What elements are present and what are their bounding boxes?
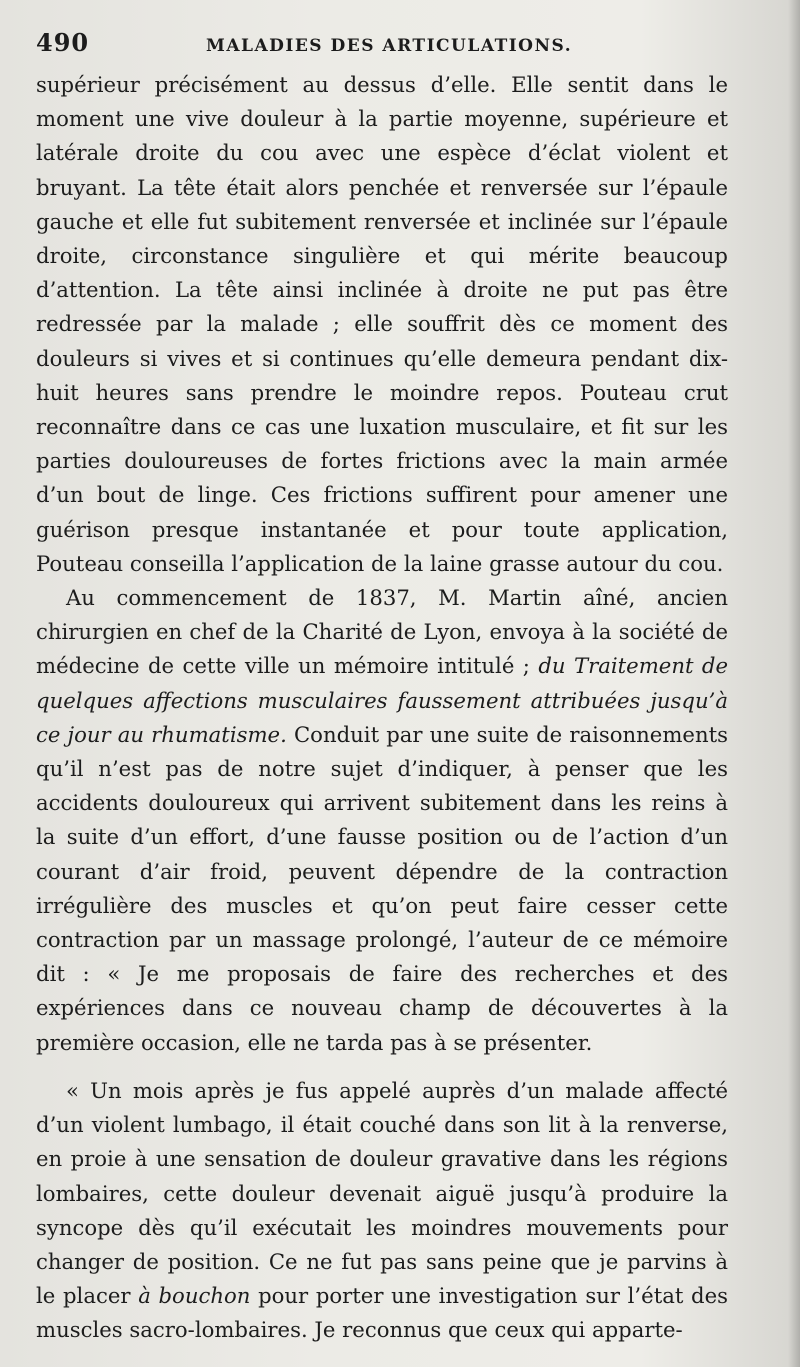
body-text (36, 68, 728, 1348)
paragraph-quote (36, 1074, 728, 1348)
memoir-title: du Traitement de quelques affections musculaires faussement attribuées jusqu’à ce jour au rhumatisme. (36, 653, 728, 747)
paragraph-text: supérieur précisément au dessus d’elle. Elle sentit dans le moment une vive douleur à la partie moyenne, supérieure et latérale droite du cou avec une espèce d’éclat violent et bruyant. La tête était alors penchée et renversée sur l’épaule gauche et elle fut subitement renversée et inclinée sur l’épaule droite, circonstance singulière et qui mérite beaucoup d’attention. La tête ainsi inclinée à droite ne put pas être redressée par la malade ; elle souffrit dès ce moment des douleurs si vives et si continues qu’elle demeura pendant dix-huit heures sans prendre le moindre repos. Pouteau crut reconnaître dans ce cas une luxation musculaire, et fit sur les parties douloureuses de fortes frictions avec la main armée d’un bout de linge. Ces frictions suffirent pour amener une guérison presque instantanée et pour toute application, Pouteau conseilla l’application de la laine grasse autour du cou. (36, 72, 728, 576)
paragraph-continuation (36, 68, 728, 581)
running-head: MALADIES DES ARTICULATIONS. (206, 36, 573, 56)
paragraph-text: Au commencement de 1837, M. Martin aîné, ancien chirurgien en chef de la Charité de Lyon, envoya à la société de médecine de cette ville un mémoire intitulé ; (36, 585, 728, 679)
paragraph-text: « Un mois après je fus appelé auprès d’un malade affecté d’un violent lumbago, il était couché dans son lit à la renverse, en proie à une sensation de douleur gravative dans les régions lombaires, cette douleur devenait aiguë jusqu’à produire la syncope dès qu’il exécutait les moindres mouvements pour changer de position. Ce ne fut pas sans peine que je parvins à le placer (36, 1077, 728, 1309)
page-header (36, 28, 728, 68)
paragraph-martin (36, 581, 728, 1060)
italic-term: à bouchon (138, 1283, 251, 1309)
paragraph-text: Conduit par une suite de raisonnements qu’il n’est pas de notre sujet d’indiquer, à penser que les accidents douloureux qui arrivent subitement dans les reins à la suite d’un effort, d’une fausse position ou de l’action d’un courant d’air froid, peuvent dépendre de la contraction irrégulière des muscles et qu’on peut faire cesser cette contraction par un massage prolongé, l’auteur de ce mémoire dit : « Je me proposais de faire des recherches et des expériences dans ce nouveau champ de découvertes à la première occasion, elle ne tarda pas à se présenter. (36, 721, 728, 1055)
paragraph-text: pour porter une investigation sur l’état des muscles sacro-lombaires. Je reconnus que ceux qui apparte- (36, 1283, 729, 1343)
page-number: 490 (36, 28, 90, 57)
